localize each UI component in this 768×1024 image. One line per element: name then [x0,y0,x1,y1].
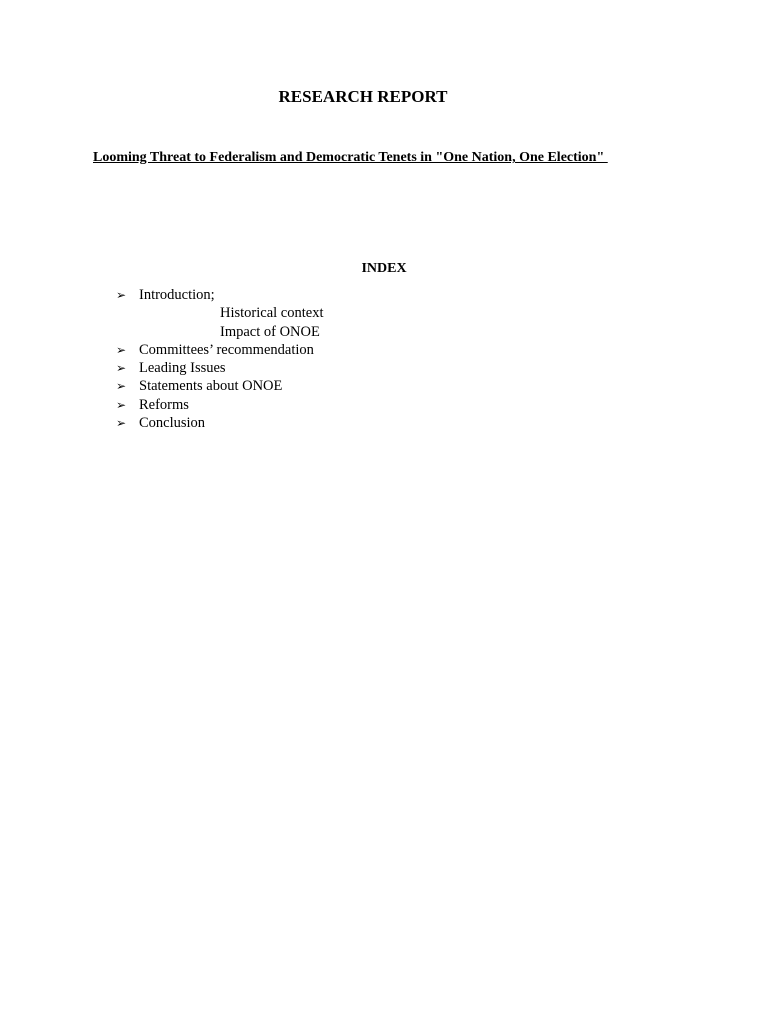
arrow-bullet-icon: ➢ [116,379,127,394]
index-subitem-label: Historical context [220,305,324,322]
report-subtitle: Looming Threat to Federalism and Democratic Tenets in "One Nation, One Election" [93,150,608,165]
index-subitem [116,323,323,341]
index-item [116,341,323,359]
index-item-label: Leading Issues [139,360,226,377]
index-item-label: Introduction; [139,287,215,303]
index-subitem-label: Impact of ONOE [220,323,320,340]
index-item [116,359,323,377]
index-item [116,377,323,395]
index-item-label: Committees’ recommendation [139,341,314,358]
arrow-bullet-icon: ➢ [116,342,127,357]
report-title: RESEARCH REPORT [278,87,448,106]
arrow-bullet-icon: ➢ [116,416,127,431]
index-item-label: Conclusion [139,415,206,432]
index-heading: INDEX [361,261,407,276]
arrow-bullet-icon: ➢ [116,288,127,302]
arrow-bullet-icon: ➢ [116,361,127,376]
index-item-label: Statements about ONOE [139,378,283,395]
index-item [116,396,323,414]
arrow-bullet-icon: ➢ [116,397,127,412]
index-list [116,286,323,432]
index-item-label: Reforms [139,396,189,413]
index-item [116,286,323,304]
index-subitem [116,304,323,322]
index-item [116,414,323,432]
